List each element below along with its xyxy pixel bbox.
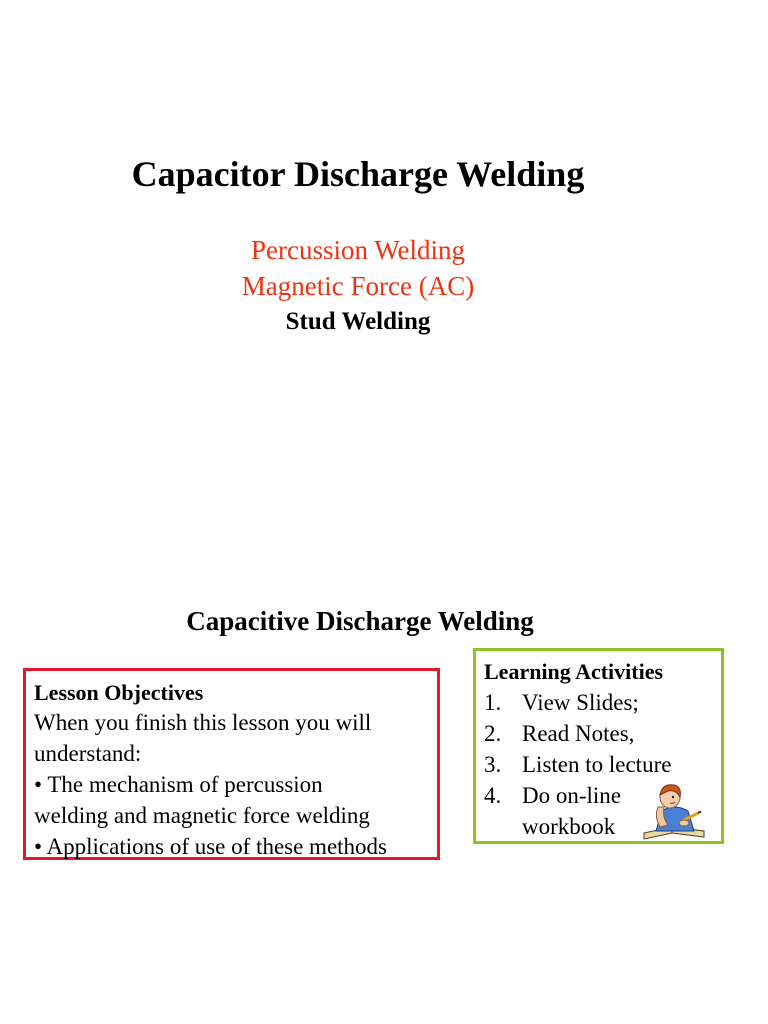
subtitle-group: [0, 232, 716, 340]
activity-number: 1.: [484, 690, 502, 715]
objective-line: When you finish this lesson you will: [34, 710, 372, 735]
objective-line: • Applications of use of these methods: [34, 834, 387, 859]
section-title: Capacitive Discharge Welding: [186, 606, 534, 636]
activity-number: 4.: [484, 783, 502, 808]
activity-text-wrap: [522, 780, 621, 842]
subtitle-percussion-welding: Percussion Welding: [250, 235, 466, 265]
subtitle-magnetic-force: Magnetic Force (AC): [241, 271, 475, 301]
subtitle-stud-welding: Stud Welding: [285, 308, 431, 335]
activity-item: [484, 687, 715, 718]
activity-number: 2.: [484, 721, 502, 746]
student-reading-icon: [642, 777, 706, 841]
lesson-objectives-heading: Lesson Objectives: [34, 680, 204, 705]
lesson-objectives-box: [23, 668, 440, 860]
activity-item: [484, 718, 715, 749]
activity-text-continuation: workbook: [522, 814, 616, 839]
activity-text: Listen to lecture: [522, 752, 672, 777]
activity-text: Do on-line: [522, 783, 622, 808]
activity-text: View Slides;: [522, 690, 639, 715]
objective-line: • The mechanism of percussion: [34, 772, 323, 797]
learning-activities-heading: Learning Activities: [484, 659, 664, 684]
activity-item: [484, 749, 715, 780]
objective-line: understand:: [34, 741, 142, 766]
activity-number: 3.: [484, 752, 502, 777]
objective-line: welding and magnetic force welding: [34, 803, 370, 828]
activity-text: Read Notes,: [522, 721, 635, 746]
page-title: Capacitor Discharge Welding: [131, 154, 585, 194]
